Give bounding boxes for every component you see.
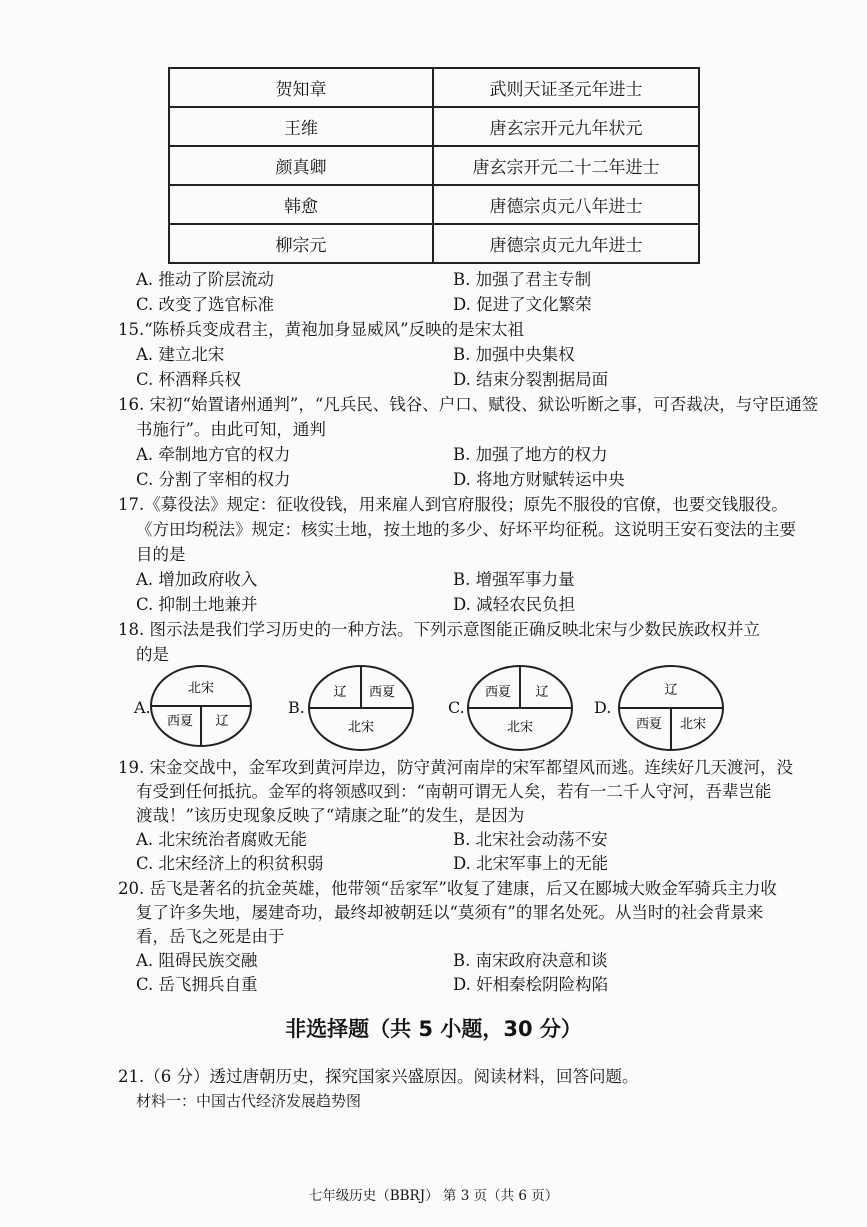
q20-stem-line2: 复了许多失地，屡建奇功，最终却被朝廷以“莫须有”的罪名处死。从当时的社会背景来 (136, 903, 764, 922)
q15-stem: 15.“陈桥兵变成君主，黄袍加身显威风”反映的是宋太祖 (118, 320, 525, 339)
scholar-table (168, 67, 700, 264)
q19-option-a: A. 北宋统治者腐败无能 (136, 830, 307, 849)
q16-option-c: C. 分割了宰相的权力 (136, 470, 291, 489)
q18-stem-line2: 的是 (136, 645, 169, 664)
q15-option-b: B. 加强中央集权 (453, 345, 575, 364)
q17-stem-line1: 17.《募役法》规定：征收役钱，用来雇人到官府服役；原先不服役的官僚，也要交钱服役。 (118, 495, 788, 514)
q16-stem-line1: 16. 宋初“始置诸州通判”，“凡兵民、钱谷、户口、赋役、狱讼听断之事，可否裁决，与守臣通签 (118, 395, 819, 414)
exam-record-cell: 武则天证圣元年进士 (433, 68, 699, 107)
q17-stem-line2: 《方田均税法》规定：核实土地，按土地的多少、好坏平均征税。这说明王安石变法的主要 (136, 520, 796, 539)
table-row (169, 107, 699, 146)
exam-record-cell: 唐德宗贞元八年进士 (433, 185, 699, 224)
diagram-d-bottom-left: 西夏 (635, 717, 663, 732)
q16-stem-line2: 书施行”。由此可知，通判 (136, 420, 326, 439)
exam-record-cell: 唐玄宗开元九年状元 (433, 107, 699, 146)
q18-label-c: C. (448, 698, 465, 717)
table-row (169, 224, 699, 263)
table-row (169, 68, 699, 107)
exam-record-cell: 唐德宗贞元九年进士 (433, 224, 699, 263)
scholar-name-cell: 柳宗元 (169, 224, 433, 263)
diagram-b-bottom: 北宋 (347, 720, 375, 735)
scholar-name-cell: 颜真卿 (169, 146, 433, 185)
diagram-a-bottom-right: 辽 (215, 714, 229, 729)
q19-option-b: B. 北宋社会动荡不安 (453, 830, 608, 849)
table-row (169, 146, 699, 185)
q17-option-d: D. 减轻农民负担 (453, 595, 576, 614)
q20-stem-line1: 20. 岳飞是著名的抗金英雄，他带领“岳家军”收复了建康，后又在郾城大败金军骑兵主力收 (118, 879, 777, 898)
q15-option-c: C. 杯酒释兵权 (136, 370, 242, 389)
scholar-name-cell: 王维 (169, 107, 433, 146)
q20-option-d: D. 奸相秦桧阴险构陷 (453, 975, 609, 994)
q18-label-a: A. (134, 698, 151, 717)
q19-stem-line2: 有受到任何抵抗。金军的将领感叹到：“南朝可谓无人矣，若有一二千人守河，吾辈岂能 (136, 782, 772, 801)
section-title: 非选择题（共 5 小题，30 分） (285, 1017, 582, 1041)
q17-stem-line3: 目的是 (136, 545, 186, 564)
q16-option-d: D. 将地方财赋转运中央 (453, 470, 625, 489)
diagram-b-top-left: 辽 (333, 685, 347, 700)
q19-option-c: C. 北宋经济上的积贫积弱 (136, 854, 324, 873)
diagram-c-top-right: 辽 (535, 685, 549, 700)
diagram-c-top-left: 西夏 (484, 685, 512, 700)
q20-stem-line3: 看，岳飞之死是由于 (136, 927, 285, 946)
q17-option-c: C. 抑制土地兼并 (136, 595, 258, 614)
q16-option-b: B. 加强了地方的权力 (453, 445, 608, 464)
q14-option-b: B. 加强了君主专制 (453, 270, 592, 289)
diagram-d-bottom-right: 北宋 (679, 717, 707, 732)
q14-option-a: A. 推动了阶层流动 (136, 270, 274, 289)
q20-option-b: B. 南宋政府决意和谈 (453, 951, 608, 970)
diagram-c-bottom: 北宋 (506, 720, 534, 735)
q20-option-a: A. 阻碍民族交融 (136, 951, 258, 970)
diagram-a-bottom-left: 西夏 (166, 714, 194, 729)
table-row (169, 185, 699, 224)
exam-record-cell: 唐玄宗开元二十二年进士 (433, 146, 699, 185)
q19-option-d: D. 北宋军事上的无能 (453, 854, 609, 873)
scholar-name-cell: 韩愈 (169, 185, 433, 224)
q14-option-d: D. 促进了文化繁荣 (453, 295, 592, 314)
q16-option-a: A. 牵制地方官的权力 (136, 445, 291, 464)
q19-stem-line1: 19. 宋金交战中，金军攻到黄河岸边，防守黄河南岸的宋军都望风而逃。连续好几天渡河，没 (118, 758, 793, 777)
diagram-d-top: 辽 (664, 683, 678, 698)
q18-diagram-d (616, 663, 726, 753)
q19-stem-line3: 渡哉！”该历史现象反映了“靖康之耻”的发生，是因为 (136, 806, 525, 825)
page-footer: 七年级历史（BBRJ） 第 3 页（共 6 页） (308, 1188, 559, 1204)
diagram-b-top-right: 西夏 (368, 685, 396, 700)
q17-option-b: B. 增强军事力量 (453, 570, 575, 589)
q18-label-d: D. (594, 698, 612, 717)
q18-diagram-c (465, 663, 575, 753)
q21-stem: 21.（6 分）透过唐朝历史，探究国家兴盛原因。阅读材料，回答问题。 (118, 1067, 639, 1086)
q20-option-c: C. 岳飞拥兵自重 (136, 975, 258, 994)
diagram-a-top: 北宋 (187, 681, 215, 696)
q18-label-b: B. (288, 698, 305, 717)
q14-option-c: C. 改变了选官标准 (136, 295, 275, 314)
q18-diagram-a (148, 663, 254, 749)
q18-diagram-b (306, 663, 416, 753)
scholar-name-cell: 贺知章 (169, 68, 433, 107)
q21-material-label: 材料一：中国古代经济发展趋势图 (136, 1092, 362, 1110)
q15-option-a: A. 建立北宋 (136, 345, 225, 364)
q15-option-d: D. 结束分裂割据局面 (453, 370, 609, 389)
q17-option-a: A. 增加政府收入 (136, 570, 258, 589)
q18-stem-line1: 18. 图示法是我们学习历史的一种方法。下列示意图能正确反映北宋与少数民族政权并立 (118, 620, 760, 639)
